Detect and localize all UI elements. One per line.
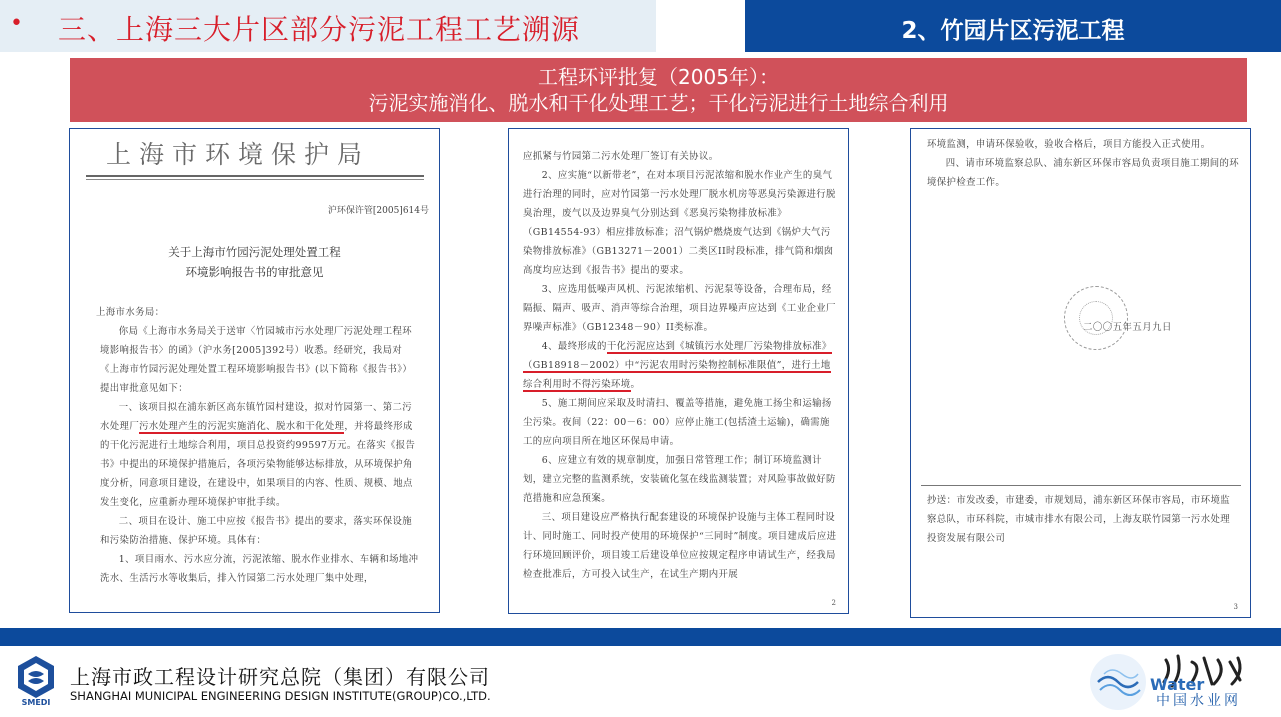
paragraph: 三、项目建设应严格执行配套建设的环境保护设施与主体工程同时设计、同时施工、同时投产使用的环境保护“三同时”制度。项目建成后应进行环境回顾评价，项目竣工后建设单位应按规定程序申请试生产，经我局检查批准后，方可投入试生产，在试生产期内开展 [523, 512, 837, 580]
document-body [927, 135, 1241, 192]
agency-letterhead: 上海市环境保护局 [106, 140, 371, 169]
document-body [96, 303, 420, 588]
document-body [523, 147, 839, 584]
watermark-word: Water [1150, 675, 1205, 694]
logo-text: SMEDI [21, 698, 51, 706]
paragraph: 应抓紧与竹园第二污水处理厂签订有关协议。 [523, 151, 719, 162]
smedi-logo-icon [14, 654, 58, 706]
footer-band [0, 628, 1281, 646]
paragraph: 四、请市环境监察总队、浦东新区环保市容局负责项目施工期间的环境保护检查工作。 [927, 158, 1240, 188]
paragraph: 3、应选用低噪声风机、污泥浓缩机、污泥泵等设备，合理布局，经隔振、隔声、吸声、消声等综合治理，项目边界噪声应达到《工业企业厂界噪声标准》（GB12348－90）II类标准。 [523, 284, 836, 333]
document-title-line-2: 环境影响报告书的审批意见 [185, 265, 324, 279]
banner-line-2: 污泥实施消化、脱水和干化处理工艺；干化污泥进行土地综合利用 [368, 91, 949, 115]
organization-name-cn: 上海市政工程设计研究总院（集团）有限公司 [70, 665, 490, 689]
banner-line-1: 工程环评批复（2005年）： [538, 65, 779, 89]
paragraph: 5、施工期间应采取及时清扫、覆盖等措施，避免施工扬尘和运输扬尘污染。夜间（22：00－6：00）应停止施工(包括渣土运输)，确需施工的应向项目所在地区环保局申请。 [523, 398, 832, 447]
paragraph: 1、项目雨水、污水应分流，污泥浓缩、脱水作业排水、车辆和场地冲洗水、生活污水等收集后，排入竹园第二污水处理厂集中处理， [100, 554, 419, 584]
document-page-2 [508, 128, 849, 614]
section-title: 2、竹园片区污泥工程 [901, 18, 1125, 44]
paragraph-highlighted [523, 337, 839, 394]
organization-name-en: SHANGHAI MUNICIPAL ENGINEERING DESIGN INSTITUTE(GROUP)CO.,LTD. [70, 689, 491, 703]
document-number: 沪环保许管[2005]614号 [327, 206, 429, 216]
paragraph: 6、应建立有效的规章制度，加强日常管理工作；制订环境监测计划，建立完整的监测系统，安装硫化氢在线监测装置；对风险事故做好防范措施和应急预案。 [523, 455, 836, 504]
text: ，并将最终形成的干化污泥进行土地综合利用，项目总投资约99597万元。在落实《报告书》中提出的环境保护措施后，各项污染物能够达标排放，从环境保护角度分析，同意项目建设，在建设中，如果项目的内容、性质、规模、地点发生变化，应重新办理环境保护审批手续。 [100, 421, 416, 508]
letterhead-rule-thin [86, 179, 424, 180]
paragraph-highlighted [100, 398, 420, 512]
paragraph: 二、项目在设计、施工中应按《报告书》提出的要求，落实环保设施和污染防治措施、保护环境。具体有： [100, 516, 413, 546]
red-underlined-text: 干化污泥应达到《城镇污水处理厂污染物排放标准》（GB18918－2002）中“污泥农用时污染物控制标准限值”，进行土地综合利用时不得污染环境 [523, 341, 832, 390]
slide-title: 三、上海三大片区部分污泥工程工艺溯源 [58, 13, 581, 46]
issue-date: 二〇〇五年五月九日 [1083, 322, 1172, 333]
paragraph: 你局《上海市水务局关于送审〈竹园城市污水处理厂污泥处理工程环境影响报告书〉的函》（沪水务[2005]392号）收悉。经研究，我局对《上海市竹园污泥处理处置工程环境影响报告书》(以下简称《报告书》）提出审批意见如下： [100, 326, 413, 394]
cc-divider [921, 485, 1241, 486]
text: 。 [630, 379, 641, 390]
paragraph: 环境监测，申请环保验收，验收合格后，项目方能投入正式使用。 [927, 139, 1211, 150]
cc-text: 抄送：市发改委，市建委，市规划局，浦东新区环保市容局，市环境监察总队，市环科院，市城市排水有限公司，上海友联竹园第一污水处理投资发展有限公司 [927, 495, 1231, 544]
section-bar [745, 0, 1281, 52]
letterhead-rule [86, 175, 424, 177]
addressee: 上海市水务局： [96, 307, 165, 318]
paragraph: 2、应实施“以新带老”，在对本项目污泥浓缩和脱水作业产生的臭气进行治理的同时，应对竹园第一污水处理厂脱水机房等恶臭污染源进行脱臭治理，废气以及边界臭气分别达到《恶臭污染物排放标准》（GB14554-93）相应排放标准；沼气锅炉燃烧废气达到《锅炉大气污染物排放标准》（GB13271－2001）二类区II时段标准，排气筒和烟囱高度均应达到《报告书》提出的要求。 [523, 170, 836, 276]
watermark-text-cn: 中国水业网 [1156, 693, 1241, 709]
page-number: 2 [831, 599, 836, 607]
page-number: 3 [1233, 603, 1238, 611]
red-underlined-text: 污水处理产生的污泥实施消化、脱水和干化处理 [139, 421, 345, 432]
document-page-1 [69, 128, 440, 613]
text: 4、最终形成的 [541, 341, 607, 352]
text: 一、该项目拟在浦东新区高东镇竹园村建设，拟对竹园第一、第二污水处理厂 [100, 402, 413, 432]
cc-list [927, 491, 1239, 548]
approval-banner [70, 58, 1247, 122]
document-title-line-1: 关于上海市竹园污泥处理处置工程 [168, 245, 341, 259]
bullet: • [10, 11, 23, 36]
slide-title-bar [0, 0, 656, 52]
document-page-3 [910, 128, 1251, 618]
